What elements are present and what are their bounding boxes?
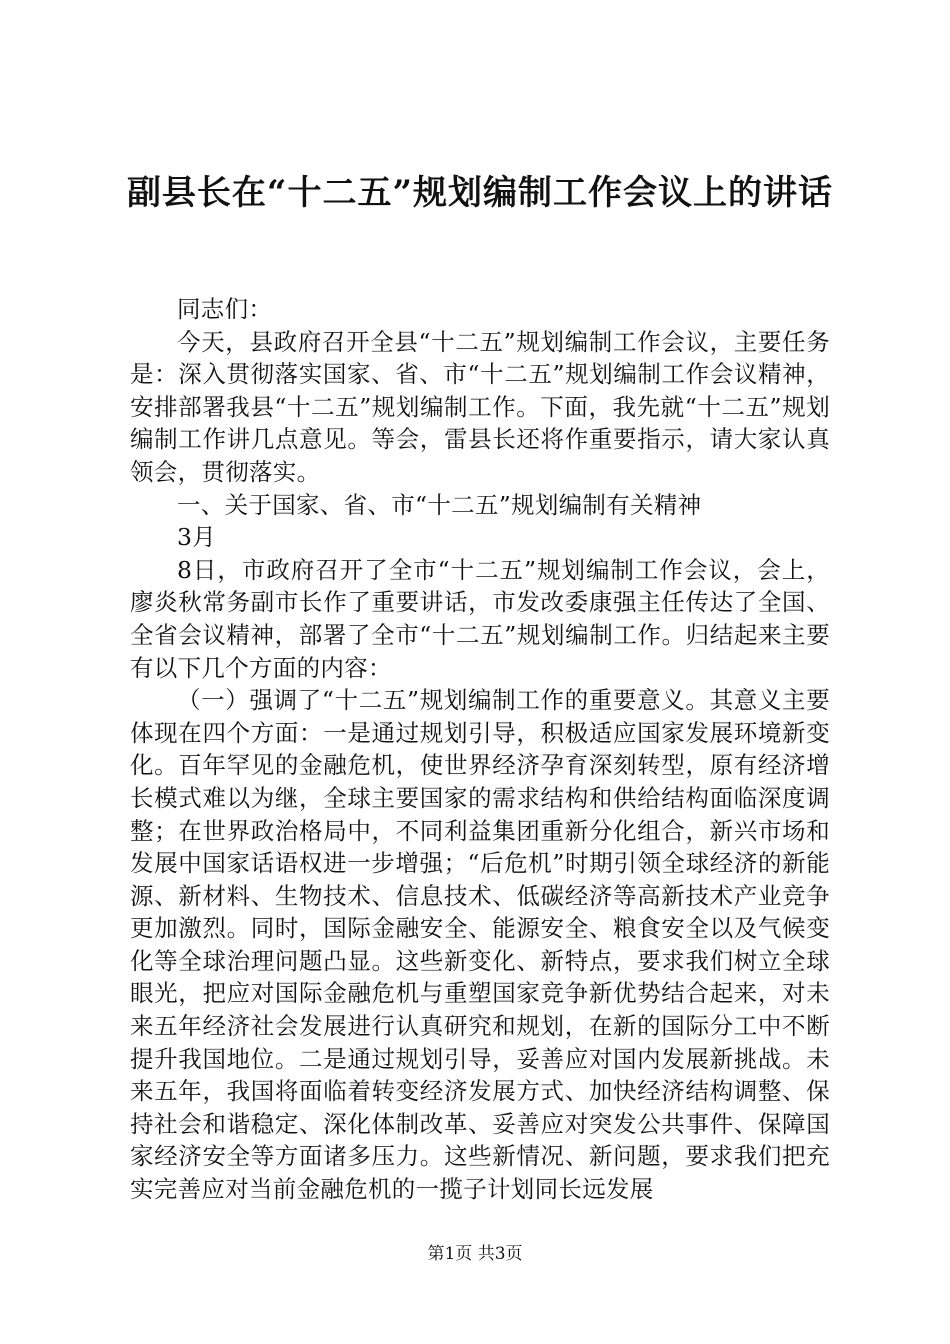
page-footer: 第1页 共3页	[427, 1244, 523, 1264]
document-body	[130, 293, 830, 1206]
paragraph-date-fragment: 3月	[177, 523, 217, 552]
paragraph-significance: （一）强调了“十二五”规划编制工作的重要意义。其意义主要体现在四个方面：一是通过规划引导，积极适应国家发展环境新变化。百年罕见的金融危机，使世界经济孕育深刻转型，原有经济增长模式难以为继，全球主要国家的需求结构和供给结构面临深度调整；在世界政治格局中，不同利益集团重新分化组合，新兴市场和发展中国家话语权进一步增强；“后危机”时期引领全球经济的新能源、新材料、生物技术、信息技术、低碳经济等高新技术产业竞争更加激烈。同时，国际金融安全、能源安全、粮食安全以及气候变化等全球治理问题凸显。这些新变化、新特点，要求我们树立全球眼光，把应对国际金融危机与重塑国家竞争新优势结合起来，对未来五年经济社会发展进行认真研究和规划，在新的国际分工中不断提升我国地位。二是通过规划引导，妥善应对国内发展新挑战。未来五年，我国将面临着转变经济发展方式、加快经济结构调整、保持社会和谐稳定、深化体制改革、妥善应对突发公共事件、保障国家经济安全等方面诸多压力。这些新情况、新问题，要求我们把充实完善应对当前金融危机的一揽子计划同长远发展	[130, 686, 830, 1204]
paragraph-salutation: 同志们：	[177, 295, 273, 323]
paragraph-intro: 今天，县政府召开全县“十二五”规划编制工作会议，主要任务是：深入贯彻落实国家、省、市“十二五”规划编制工作会议精神，安排部署我县“十二五”规划编制工作。下面，我先就“十二五”规划编制工作讲几点意见。等会，雷县长还将作重要指示，请大家认真领会，贯彻落实。	[130, 327, 830, 486]
document-title: 副县长在“十二五”规划编制工作会议上的讲话	[126, 173, 834, 213]
section-heading-1: 一、关于国家、省、市“十二五”规划编制有关精神	[177, 490, 702, 519]
paragraph-meeting-summary: 8日，市政府召开了全市“十二五”规划编制工作会议，会上，廖炎秋常务副市长作了重要讲话，市发改委康强主任传达了全国、全省会议精神，部署了全市“十二五”规划编制工作。归结起来主要有以下几个方面的内容：	[130, 555, 830, 682]
